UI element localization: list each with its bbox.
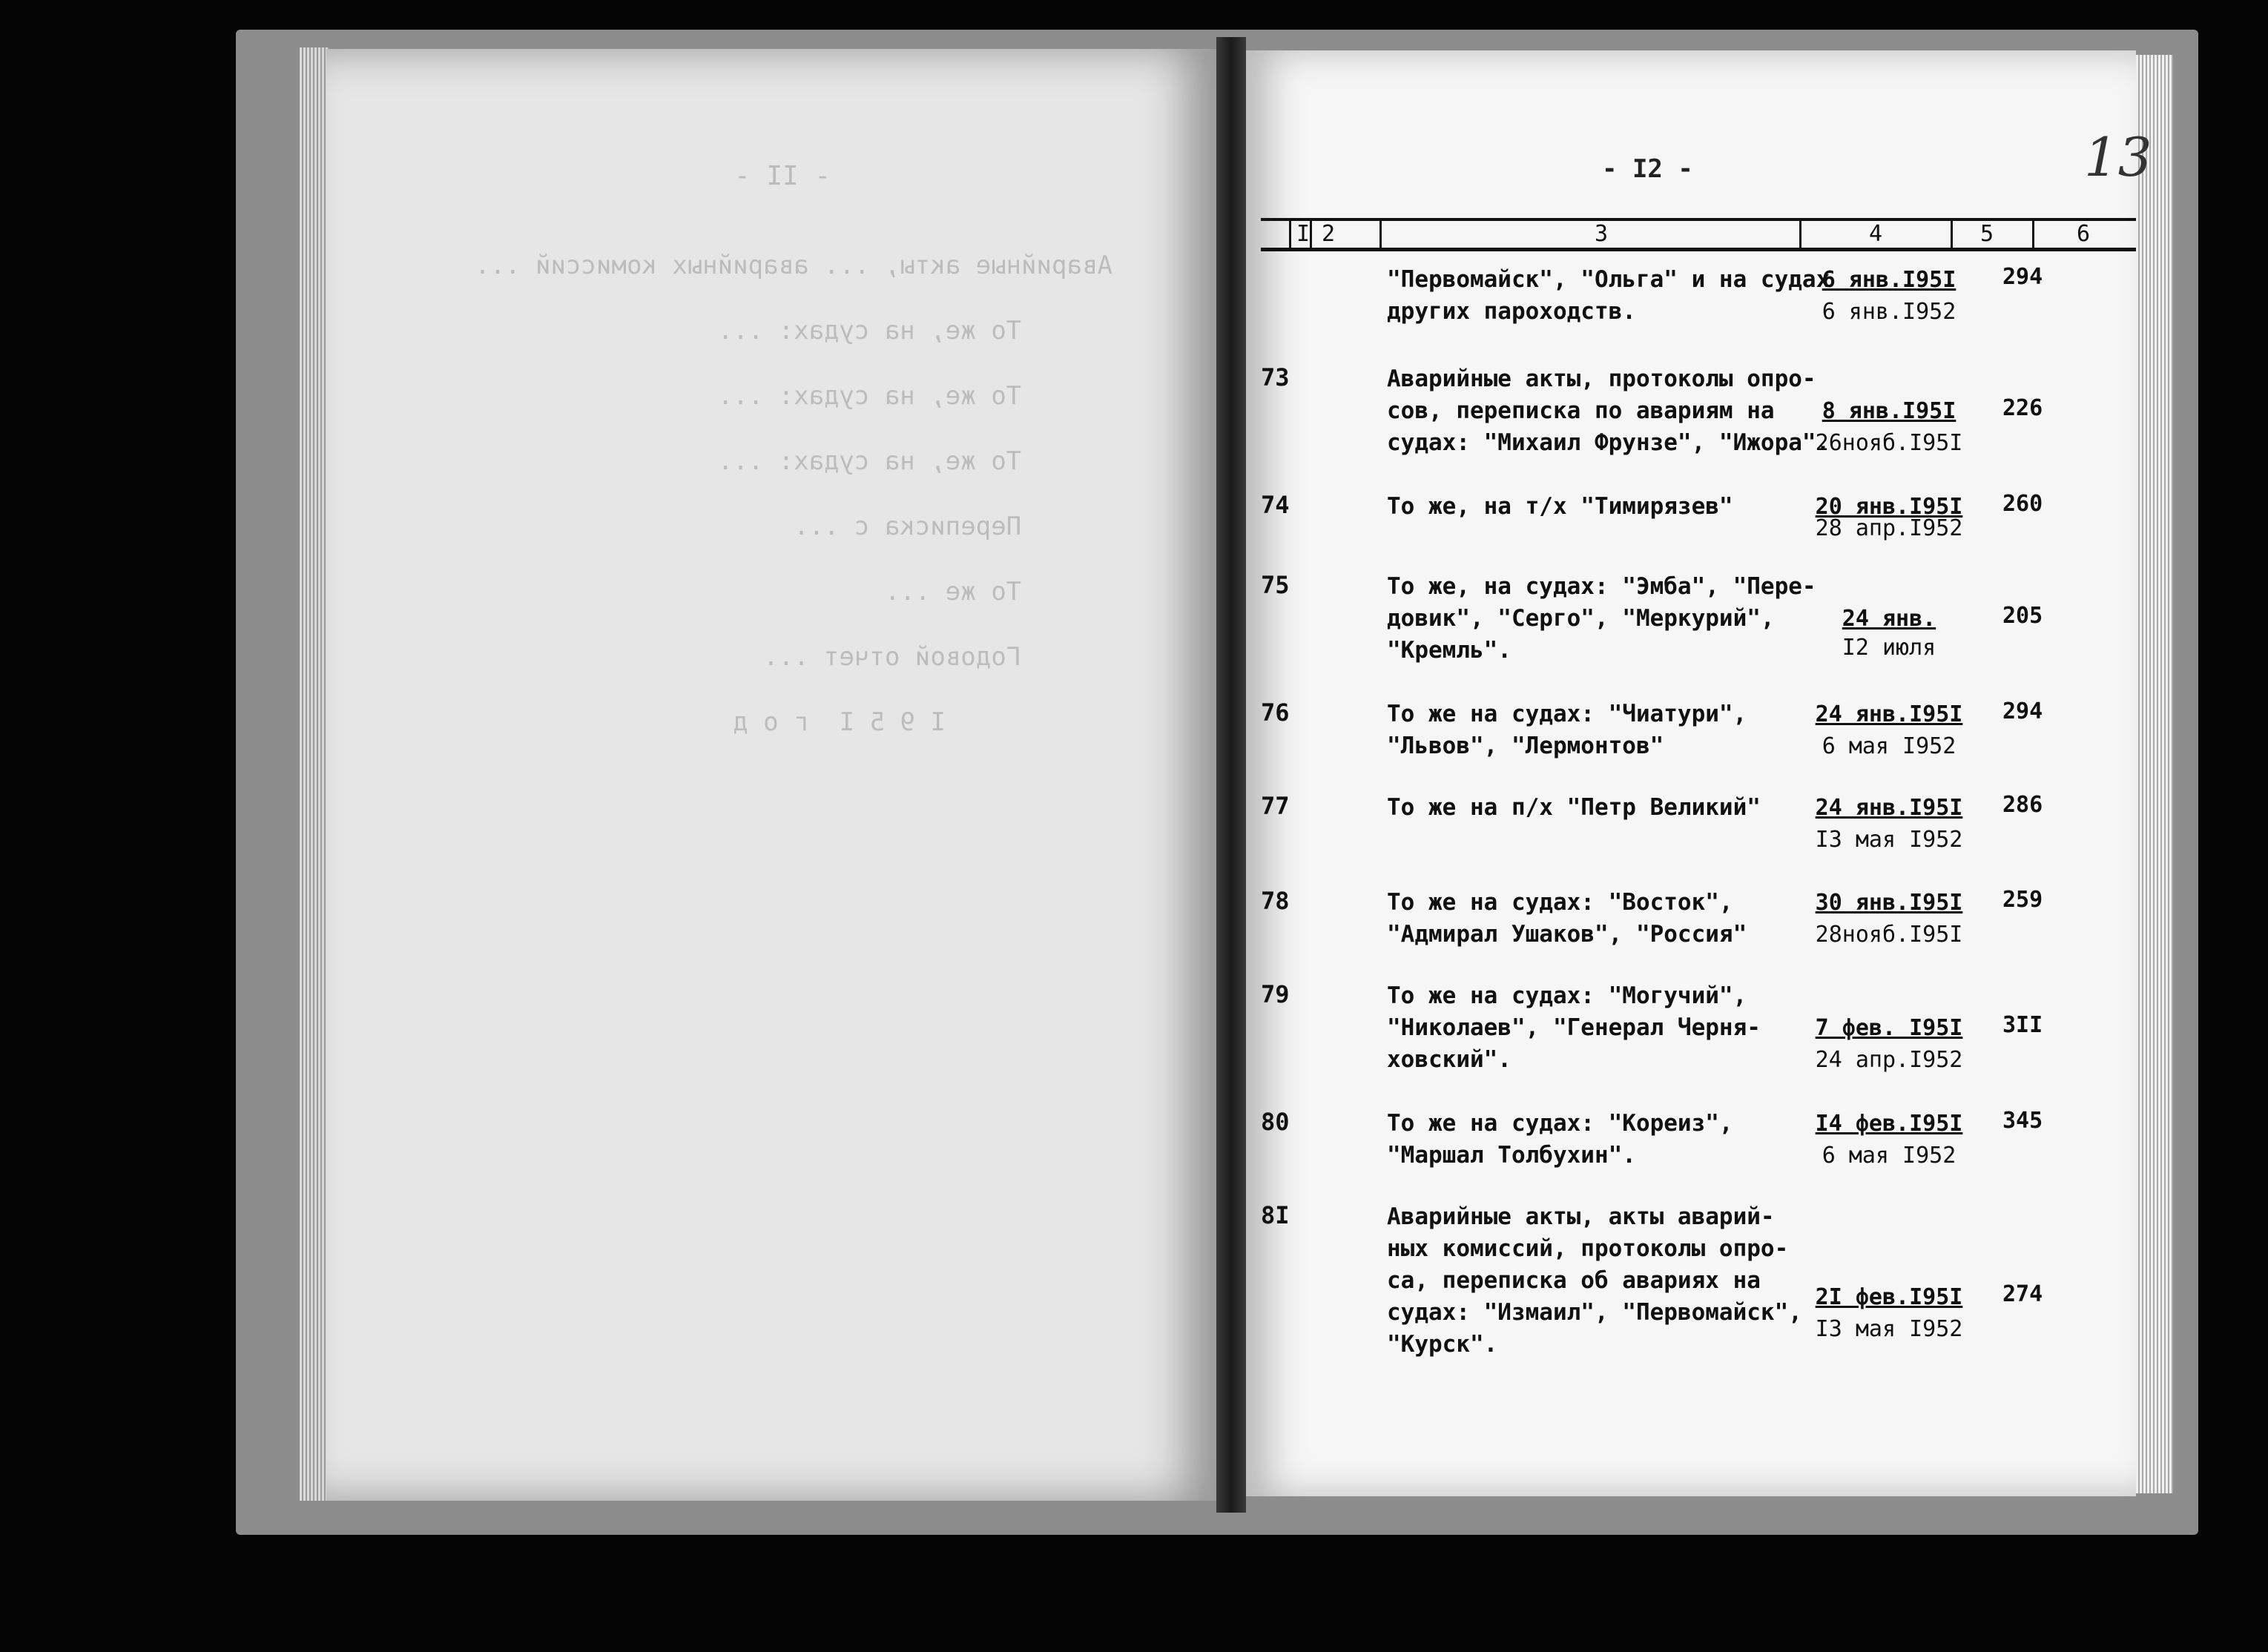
entry-dates <box>1804 1281 1974 1345</box>
entry-start-date: 7 фев. I95I <box>1815 1015 1963 1041</box>
column-divider <box>1310 221 1312 248</box>
column-divider <box>1379 221 1382 248</box>
entry-description: То же, на т/х "Тимирязев" <box>1387 493 1733 520</box>
entry-number: 76 <box>1261 698 1290 727</box>
entry-description: То же на п/х "Петр Великий" <box>1387 794 1761 821</box>
entry-start-date: 24 янв. <box>1842 606 1936 632</box>
entry-number: 78 <box>1261 887 1290 915</box>
column-header-3: 3 <box>1595 221 1609 247</box>
entry-start-date: I4 фев.I95I <box>1815 1111 1963 1137</box>
entry-dates <box>1804 1108 1974 1172</box>
entry-dates <box>1804 792 1974 856</box>
entry-start-date: 20 янв.I95I <box>1815 494 1963 520</box>
entry-start-date: 24 янв.I95I <box>1815 795 1963 821</box>
entry-sheet-count: 274 <box>2002 1281 2043 1307</box>
book-gutter <box>1216 37 1246 1513</box>
page-number: - I2 - <box>1602 154 1693 184</box>
entry-dates <box>1804 264 1974 328</box>
column-header-1: I <box>1296 221 1311 247</box>
entry-end-date: 6 янв.I952 <box>1822 299 1957 325</box>
column-divider <box>1951 221 1953 248</box>
column-header-6: 6 <box>2077 221 2091 247</box>
entry-sheet-count: 259 <box>2002 887 2043 913</box>
entry-dates <box>1804 698 1974 762</box>
entry-number: 74 <box>1261 491 1290 519</box>
entry-dates <box>1804 603 1974 664</box>
header-top-rule <box>1261 218 2136 221</box>
entry-end-date: 6 мая I952 <box>1822 1143 1957 1169</box>
entry-description: То же на судах: "Кореиз", "Маршал Толбухин". <box>1387 1110 1733 1169</box>
entry-number: 8I <box>1261 1201 1290 1229</box>
column-divider <box>2032 221 2034 248</box>
entry-description: То же на судах: "Восток", "Адмирал Ушаков", "Россия" <box>1387 889 1747 948</box>
entry-start-date: 30 янв.I95I <box>1815 890 1963 916</box>
entry-start-date: 6 янв.I95I <box>1822 267 1957 293</box>
entry-sheet-count: 3II <box>2002 1012 2043 1038</box>
column-header-4: 4 <box>1869 221 1883 247</box>
entry-end-date: 26нояб.I95I <box>1815 430 1963 456</box>
entry-description: "Первомайск", "Ольга" и на судах других пароходств. <box>1387 266 1830 325</box>
entry-description: Аварийные акты, акты аварий- ных комиссий, протоколы опро- са, переписка об авариях на судах: "Измаил", "Первомайск", "Курск". <box>1387 1203 1802 1358</box>
entry-description: То же на судах: "Могучий", "Николаев", "Генерал Черня- ховский". <box>1387 982 1761 1073</box>
entry-sheet-count: 286 <box>2002 792 2043 818</box>
entry-sheet-count: 294 <box>2002 264 2043 290</box>
entry-number: 73 <box>1261 363 1290 391</box>
column-divider <box>1799 221 1801 248</box>
entry-start-date: 2I фев.I95I <box>1815 1284 1963 1310</box>
left-page-edges <box>300 47 329 1501</box>
entry-description: То же, на судах: "Эмба", "Пере- довик", "Серго", "Меркурий", "Кремль". <box>1387 573 1816 664</box>
entry-end-date: I2 июля <box>1842 635 1936 661</box>
column-header-2: 2 <box>1322 221 1336 247</box>
entry-sheet-count: 226 <box>2002 395 2043 421</box>
entry-end-date: 24 апр.I952 <box>1815 1047 1963 1073</box>
header-bottom-rule <box>1261 248 2136 251</box>
entry-end-date: I3 мая I952 <box>1815 1316 1963 1342</box>
entry-end-date: I3 мая I952 <box>1815 827 1963 853</box>
entry-number: 79 <box>1261 980 1290 1008</box>
entry-end-date: 28нояб.I95I <box>1815 922 1963 948</box>
entry-dates <box>1804 1012 1974 1076</box>
column-divider <box>1289 221 1291 248</box>
table-header <box>1261 218 2136 251</box>
entry-end-date: 6 мая I952 <box>1822 733 1957 759</box>
entry-description: Аварийные акты, протоколы опро- сов, переписка по авариям на судах: "Михаил Фрунзе", "Ижора". <box>1387 366 1830 456</box>
entry-sheet-count: 205 <box>2002 603 2043 629</box>
entry-sheet-count: 294 <box>2002 698 2043 724</box>
entry-start-date: 24 янв.I95I <box>1815 701 1963 727</box>
entry-sheet-count: 345 <box>2002 1108 2043 1134</box>
entry-sheet-count: 260 <box>2002 491 2043 517</box>
entry-dates <box>1804 887 1974 951</box>
entry-number: 80 <box>1261 1108 1290 1136</box>
entry-number: 75 <box>1261 571 1290 599</box>
bleed-through-text: - II - Аварийные акты, ... аварийных комиссий ... То же, на судах: ... То же, на судах: ... То же, на судах: ... Переписка с ... То же ... Годовой отчет ... I 9 5 I г о д <box>475 161 1112 737</box>
right-page-edges <box>2136 55 2173 1493</box>
entry-dates <box>1804 491 1974 544</box>
entry-start-date: 8 янв.I95I <box>1822 398 1957 424</box>
entry-number: 77 <box>1261 792 1290 820</box>
entry-description: То же на судах: "Чиатури", "Львов", "Лермонтов" <box>1387 701 1747 759</box>
column-header-5: 5 <box>1980 221 1994 247</box>
handwritten-folio-number: 13 <box>2084 126 2152 188</box>
entry-end-date: 28 апр.I952 <box>1815 515 1963 541</box>
entry-dates <box>1804 395 1974 459</box>
